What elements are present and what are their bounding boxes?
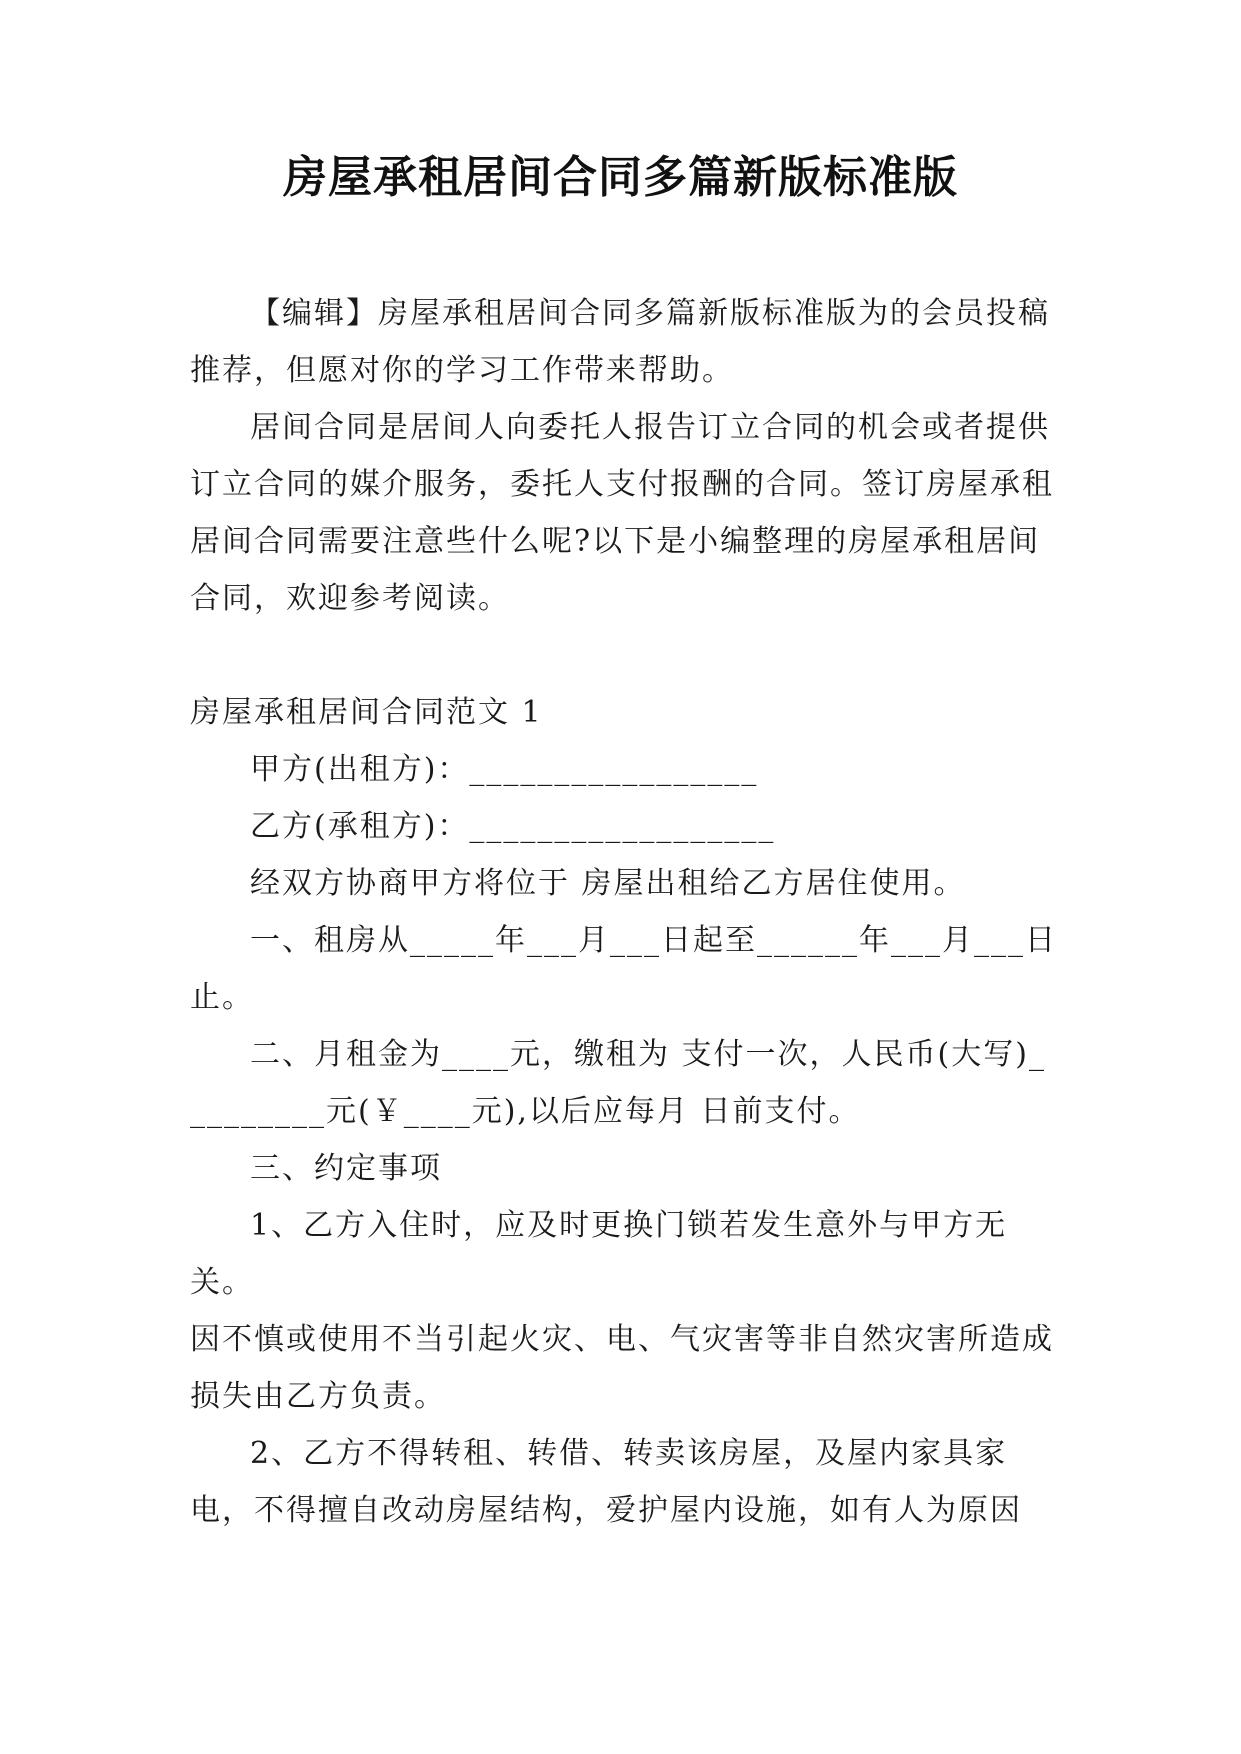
party-b-line: 乙方(承租方)：__________________: [250, 809, 776, 844]
agreement-line: 经双方协商甲方将位于 房屋出租给乙方居住使用。: [250, 866, 966, 901]
item-2-sublet: 2、乙方不得转租、转借、转卖该房屋，及屋内家具家电，不得擅自改动房屋结构，爱护屋内设施，如有人为原因: [190, 1436, 1022, 1528]
document-body: [190, 285, 1058, 1539]
clause-rent: 二、月租金为____元，缴租为 支付一次，人民币(大写)_________元(￥____元),以后应每月 日前支付。: [190, 1037, 1046, 1129]
clause-heading-agreed-items: 三、约定事项: [250, 1151, 442, 1186]
paragraph-spacer: [190, 627, 1058, 684]
document-title: 房屋承租居间合同多篇新版标准版: [283, 152, 958, 203]
item-1-continuation: 因不慎或使用不当引起火灾、电、气灾害等非自然灾害所造成损失由乙方负责。: [190, 1322, 1054, 1414]
item-1-lock: 1、乙方入住时，应及时更换门锁若发生意外与甲方无关。: [190, 1208, 1008, 1300]
party-a-line: 甲方(出租方)：_________________: [250, 752, 759, 787]
clause-lease-term: 一、租房从_____年___月___日起至______年___月___日止。: [190, 923, 1057, 1015]
paragraph-intro: 【编辑】房屋承租居间合同多篇新版标准版为的会员投稿推荐，但愿对你的学习工作带来帮助。: [190, 296, 1050, 388]
section-heading-sample-1: 房屋承租居间合同范文 1: [190, 695, 543, 730]
paragraph-definition: 居间合同是居间人向委托人报告订立合同的机会或者提供订立合同的媒介服务，委托人支付报酬的合同。签订房屋承租居间合同需要注意些什么呢?以下是小编整理的房屋承租居间合同，欢迎参考阅读。: [190, 410, 1054, 616]
